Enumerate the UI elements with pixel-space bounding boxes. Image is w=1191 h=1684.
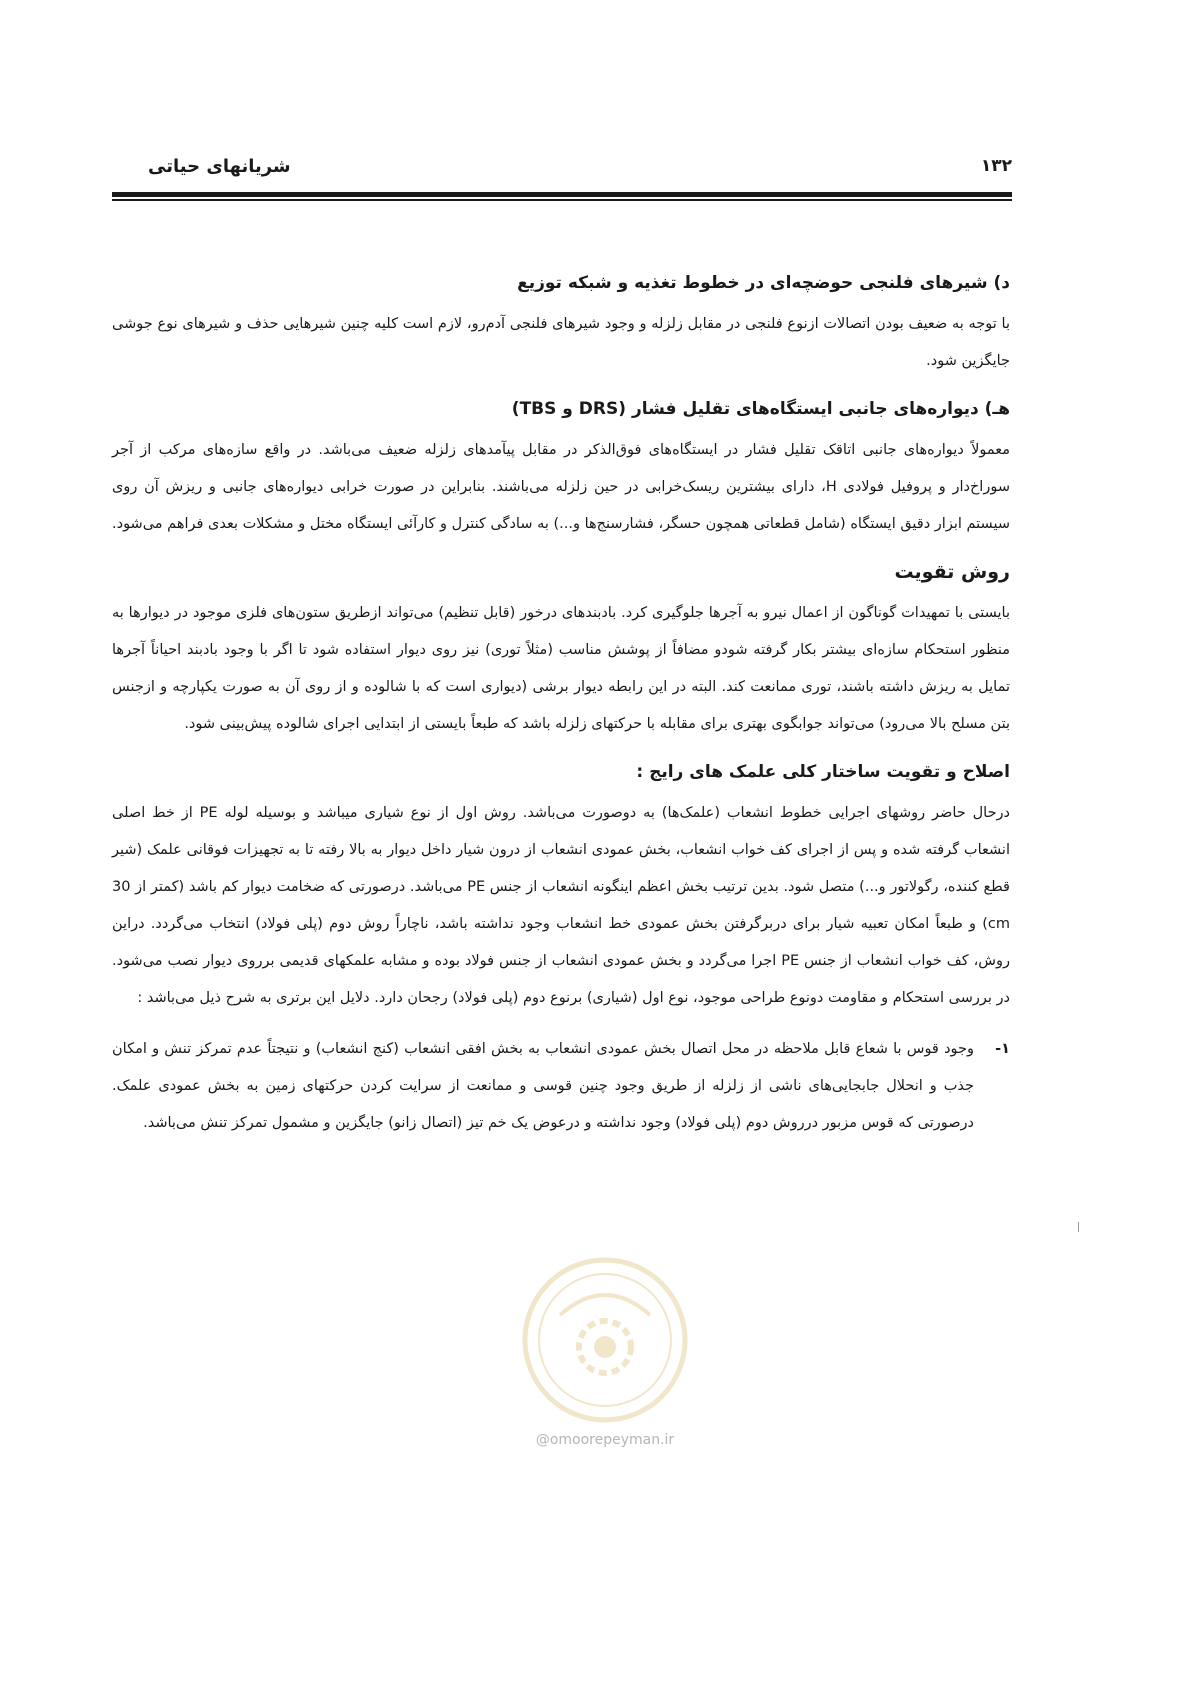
section-heading-h: هـ) دیواره‌های جانبی ایستگاه‌های تقلیل فشار (DRS و TBS) — [511, 399, 1010, 419]
list-item-marker: ۱- — [995, 1041, 1010, 1057]
page-content — [112, 268, 1010, 1142]
section-body-strengthening: بایستی با تمهیدات گوناگون از اعمال نیرو به آجرها جلوگیری کرد. بادبندهای درخور (قابل تنظیم) می‌تواند ازطریق ستون‌های فلزی موجود در دیوارها به منظور استحکام سازه‌ای بیشتر بکار گرفته شودو مضافاً از پوشش مناسب (مثلاً توری) نیز روی دیوار استفاده شود تا اگر با وجود بادبند احیاناً آجرها تمایل به ریزش داشته باشند، توری ممانعت کند. البته در این رابطه دیوار برشی (دیواری است که با شالوده و از روی آن به صورت یکپارچه و ازجنس بتن مسلح بالا می‌رود) می‌تواند جوابگوی بهتری برای مقابله با حرکتهای زلزله باشد که طبعاً بایستی از ابتدایی اجرای شالوده پیش‌بینی شود. — [112, 605, 1010, 732]
section-body-h: معمولاً دیواره‌های جانبی اتاقک تقلیل فشار در ایستگاه‌های فوق‌الذکر در مقابل پیآمدهای زلزله ضعیف می‌باشد. در واقع سازه‌های مرکب از آجر سوراخ‌دار و پروفیل فولادی H، دارای بیشترین ریسک‌خرابی در حین زلزله می‌باشند. بنابراین در صورت خرابی دیواره‌های جانبی و ریزش آن روی سیستم ابزار دقیق ایستگاه (شامل قطعاتی همچون حسگر، فشارسنج‌ها و...) به سادگی کنترل و کارآئی ایستگاه مختل و مشکلات بعدی فراهم می‌شود. — [112, 442, 1010, 532]
section-body-risers: درحال حاضر روشهای اجرایی خطوط انشعاب (علمک‌ها) به دوصورت می‌باشد. روش اول از نوع شیاری میباشد و بوسیله لوله PE از خط اصلی انشعاب گرفته شده و پس از اجرای کف خواب انشعاب، بخش عمودی انشعاب از درون شیار داخل دیوار به بالا رفته تا به تجهیزات فوقانی علمک (شیر قطع کننده، رگولاتور و...) متصل شود. بدین ترتیب بخش اعظم اینگونه انشعاب از جنس PE می‌باشد. درصورتی که ضخامت دیوار کم باشد (کمتر از 30 cm) و طبعاً امکان تعبیه شیار برای دربرگرفتن بخش عمودی خط انشعاب وجود نداشته باشد، ناچاراً روش دوم (پلی فولاد) انتخاب می‌گردد. دراین روش، کف خواب انشعاب از جنس PE اجرا می‌گردد و بخش عمودی انشعاب از جنس فولاد بوده و مشابه علمکهای قدیمی برروی دیوار نصب می‌شود. در بررسی استحکام و مقاومت دونوع طراحی موجود، نوع اول (شیاری) برنوع دوم (پلی فولاد) رجحان دارد. دلایل این برتری به شرح ذیل می‌باشد : — [112, 805, 1010, 1006]
header-rule-thin — [112, 199, 1012, 201]
margin-mark — [1078, 1222, 1079, 1232]
watermark-seal-icon — [520, 1255, 690, 1425]
running-title: شریانهای حیاتی — [148, 156, 291, 177]
section-heading-d: د) شیرهای فلنجی حوضچه‌ای در خطوط تغذیه و شبکه توزیع — [517, 273, 1010, 293]
section-heading-strengthening: روش تقویت — [894, 561, 1010, 583]
header-rule-thick — [112, 192, 1012, 197]
page-number: ۱۳۲ — [980, 156, 1012, 176]
list-item — [112, 1031, 1010, 1142]
section-body-d: با توجه به ضعیف بودن اتصالات ازنوع فلنجی در مقابل زلزله و وجود شیرهای فلنجی آدم‌رو، لازم است کلیه چنین شیرهایی حذف و شیرهای نوع جوشی جایگزین شود. — [112, 316, 1010, 369]
list-item-text: وجود قوس با شعاع قابل ملاحظه در محل اتصال بخش عمودی انشعاب به بخش افقی انشعاب (کنج انشعاب) و نتیجتاً عدم تمرکز تنش و امکان جذب و انحلال جابجایی‌های ناشی از زلزله از طریق وجود چنین قوسی و ممانعت از سرایت کردن حرکتهای زمین به بخش عمودی علمک. درصورتی که قوس مزبور درروش دوم (پلی فولاد) وجود نداشته و درعوض یک خم تیز (اتصال زانو) جایگزین و مشمول تمرکز تنش می‌باشد. — [112, 1041, 974, 1131]
reasons-list — [112, 1031, 1010, 1142]
watermark-text: @omoorepeyman.ir — [535, 1432, 675, 1448]
section-heading-risers: اصلاح و تقویت ساختار کلی علمک های رایج : — [636, 762, 1010, 782]
